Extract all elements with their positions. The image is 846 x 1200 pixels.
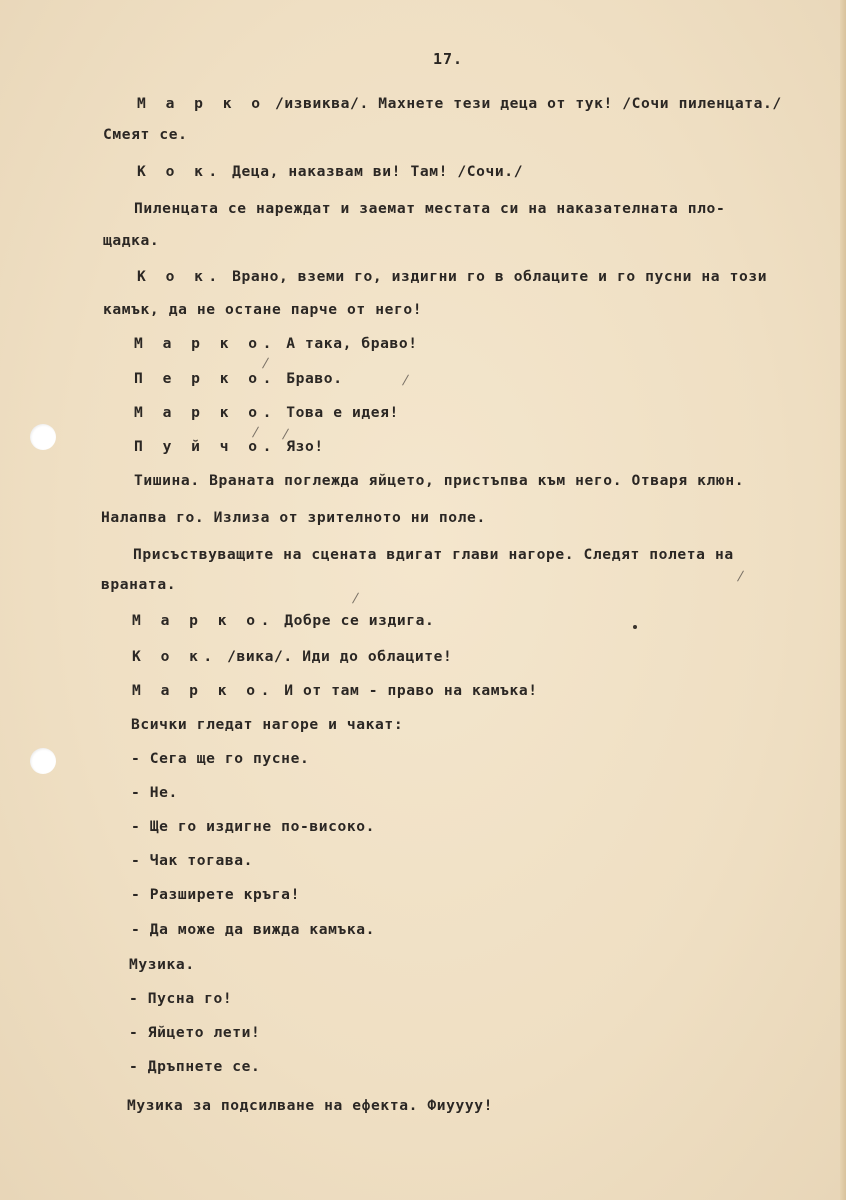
script-line xyxy=(132,682,538,699)
script-line xyxy=(131,716,403,733)
script-line xyxy=(137,95,782,112)
line-text: Тишина. Враната поглежда яйцето, пристъпва към него. Отваря клюн. xyxy=(134,472,745,489)
paper-edge xyxy=(840,0,846,1200)
line-text: Браво. xyxy=(276,370,343,387)
line-text: щадка. xyxy=(103,232,160,249)
line-text: А така, браво! xyxy=(276,335,418,352)
speaker-name: К о к. xyxy=(137,163,223,180)
script-line xyxy=(134,438,324,455)
script-line xyxy=(134,335,418,352)
script-line xyxy=(129,1058,260,1075)
line-text: - Сега ще го пусне. xyxy=(131,750,310,767)
script-line xyxy=(131,852,253,869)
ink-speck xyxy=(633,625,637,629)
speaker-name: М а р к о. xyxy=(132,682,275,699)
speaker-name: М а р к о. xyxy=(132,612,275,629)
line-text: /вика/. Иди до облаците! xyxy=(217,648,453,665)
script-line xyxy=(134,472,744,489)
line-text: Всички гледат нагоре и чакат: xyxy=(131,716,404,733)
script-line xyxy=(129,1024,260,1041)
line-text: Музика за подсилване на ефекта. Фиуууу! xyxy=(127,1097,494,1114)
line-text: враната. xyxy=(101,576,177,593)
punch-hole-bottom xyxy=(30,748,56,774)
line-text: И от там - право на камъка! xyxy=(274,682,538,699)
line-text: Това е идея! xyxy=(276,404,399,421)
speaker-name: М а р к о xyxy=(137,95,266,112)
line-text: Врано, вземи го, издигни го в облаците и го пусни на този xyxy=(222,268,768,285)
line-text: - Не. xyxy=(131,784,178,801)
page-number: 17. xyxy=(433,50,464,68)
line-text: Налапва го. Излиза от зрителното ни поле. xyxy=(101,509,486,526)
speaker-name: К о к. xyxy=(132,648,218,665)
line-text: Присъствуващите на сцената вдигат глави нагоре. Следят полета на xyxy=(133,546,734,563)
line-text: - Разширете кръга! xyxy=(131,886,300,903)
line-text: - Да може да вижда камъка. xyxy=(131,921,376,938)
speaker-name: М а р к о. xyxy=(134,404,277,421)
speaker-name: П е р к о. xyxy=(134,370,277,387)
script-line xyxy=(137,268,767,285)
script-line xyxy=(129,956,195,973)
line-text: Музика. xyxy=(129,956,195,973)
line-text: Пиленцата се нареждат и заемат местата си на наказателната пло- xyxy=(134,200,726,217)
script-line xyxy=(132,648,452,665)
line-text: Язо! xyxy=(276,438,324,455)
line-text: - Ще го издигне по-високо. xyxy=(131,818,376,835)
script-line xyxy=(133,546,734,563)
script-line xyxy=(134,370,343,387)
script-line xyxy=(101,576,176,593)
correction-mark xyxy=(252,427,259,438)
correction-mark xyxy=(352,593,359,604)
script-line xyxy=(131,784,178,801)
punch-hole-top xyxy=(30,424,56,450)
script-line xyxy=(103,301,422,318)
correction-mark xyxy=(737,571,744,582)
line-text: Добре се издига. xyxy=(274,612,435,629)
line-text: - Яйцето лети! xyxy=(129,1024,261,1041)
line-text: - Дръпнете се. xyxy=(129,1058,261,1075)
script-line xyxy=(103,232,159,249)
line-text: камък, да не остане парче от него! xyxy=(103,301,423,318)
correction-mark xyxy=(402,375,409,386)
script-line xyxy=(134,200,725,217)
script-line xyxy=(129,990,232,1007)
speaker-name: М а р к о. xyxy=(134,335,277,352)
script-line xyxy=(134,404,399,421)
script-line xyxy=(131,750,309,767)
speaker-name: П у й ч о. xyxy=(134,438,277,455)
line-text: Смеят се. xyxy=(103,126,188,143)
script-line xyxy=(103,126,187,143)
script-line xyxy=(132,612,434,629)
script-line xyxy=(101,509,486,526)
script-line xyxy=(127,1097,493,1114)
script-line xyxy=(131,818,375,835)
speaker-name: К о к. xyxy=(137,268,223,285)
line-text: - Чак тогава. xyxy=(131,852,254,869)
script-line xyxy=(131,886,300,903)
script-line xyxy=(131,921,375,938)
correction-mark xyxy=(262,358,269,369)
script-line xyxy=(137,163,523,180)
line-text: Деца, наказвам ви! Там! /Сочи./ xyxy=(222,163,524,180)
line-text: - Пусна го! xyxy=(129,990,233,1007)
line-text: /извиква/. Махнете тези деца от тук! /Сочи пиленцата./ xyxy=(265,95,782,112)
